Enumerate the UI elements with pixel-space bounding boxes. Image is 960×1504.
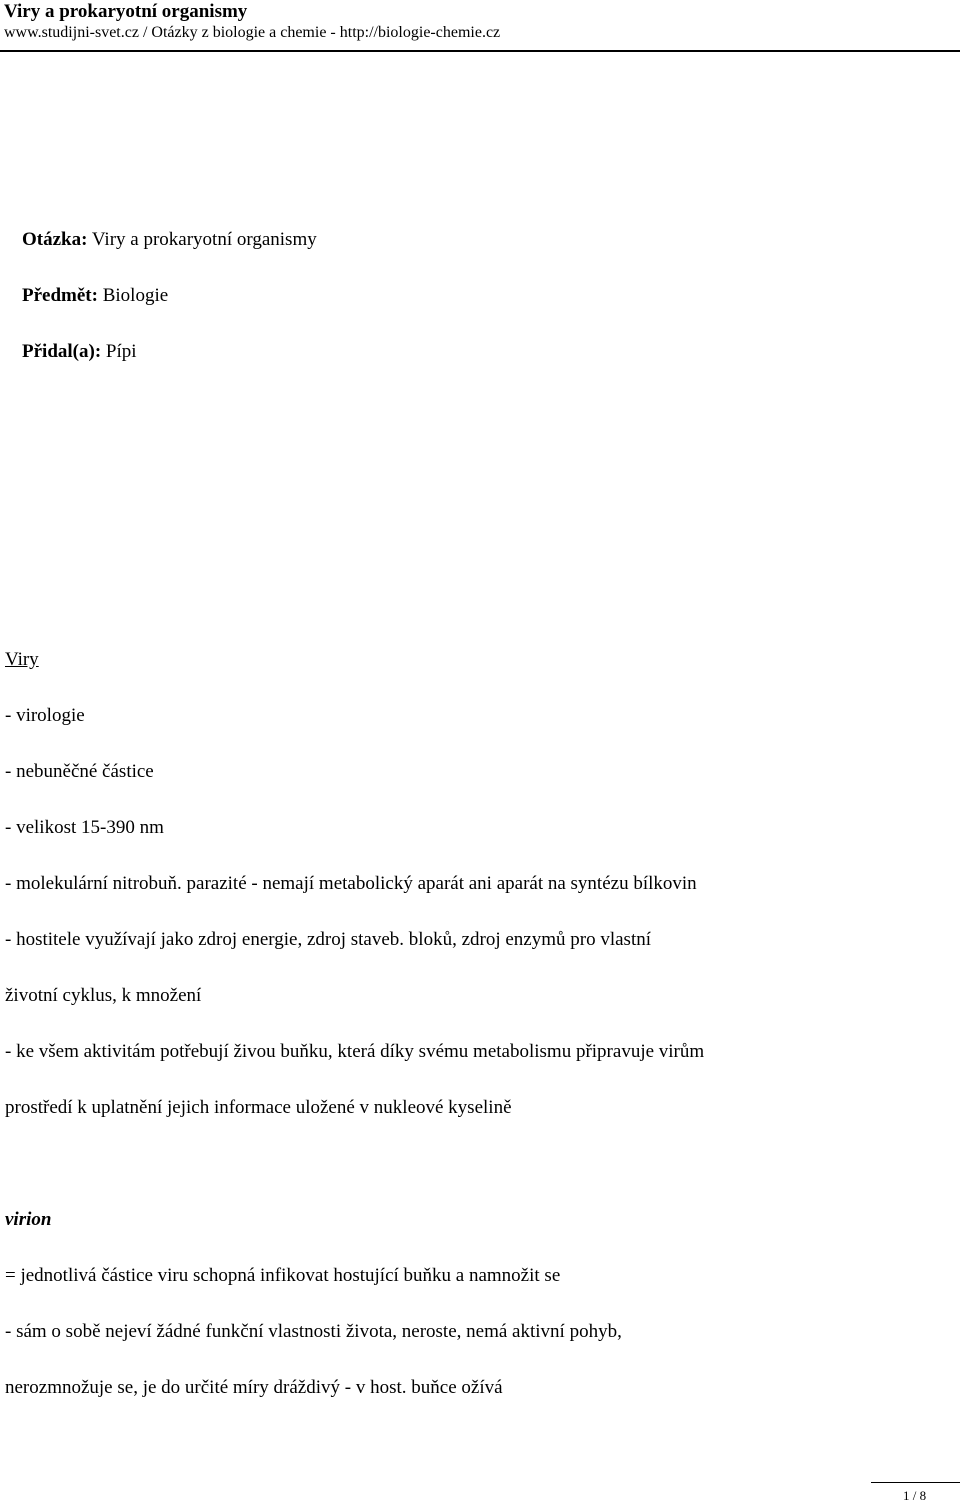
text-line: - ke všem aktivitám potřebují živou buňku, která díky svému metabolismu připravuje virům bbox=[5, 1041, 705, 1062]
text-line: - molekulární nitrobuň. parazité - nemají metabolický aparát ani aparát na syntézu bílkovin bbox=[5, 873, 697, 894]
header-divider bbox=[0, 50, 960, 52]
text-line: - velikost 15-390 nm bbox=[5, 817, 164, 838]
text-line: = jednotlivá částice viru schopná infikovat hostující buňku a namnožit se bbox=[5, 1265, 561, 1286]
footer-divider bbox=[871, 1482, 960, 1483]
text-line: nerozmnožuje se, je do určité míry dráždivý - v host. buňce ožívá bbox=[5, 1377, 503, 1398]
subject-label: Předmět: bbox=[22, 285, 98, 306]
page-header bbox=[4, 0, 956, 43]
source-line: www.studijni-svet.cz / Otázky z biologie a chemie - http://biologie-chemie.cz bbox=[4, 24, 501, 41]
text-line: - virologie bbox=[5, 705, 85, 726]
author-value: Pípi bbox=[101, 341, 137, 362]
subject-line bbox=[22, 284, 168, 308]
subject-value: Biologie bbox=[97, 285, 169, 306]
document-title: Viry a prokaryotní organismy bbox=[4, 1, 248, 22]
text-line: - nebuněčné částice bbox=[5, 761, 154, 782]
question-label: Otázka: bbox=[22, 229, 88, 250]
author-line bbox=[22, 340, 137, 364]
question-line bbox=[22, 228, 317, 252]
author-label: Přidal(a): bbox=[22, 341, 102, 362]
text-line: - hostitele využívají jako zdroj energie, zdroj staveb. bloků, zdroj enzymů pro vlastní bbox=[5, 929, 651, 950]
text-line: životní cyklus, k množení bbox=[5, 985, 202, 1006]
section-heading-virion: virion bbox=[5, 1209, 52, 1230]
text-line: - sám o sobě nejeví žádné funkční vlastnosti života, neroste, nemá aktivní pohyb, bbox=[5, 1321, 622, 1342]
text-line: prostředí k uplatnění jejich informace uložené v nukleové kyselině bbox=[5, 1097, 512, 1118]
question-value: Viry a prokaryotní organismy bbox=[87, 229, 317, 250]
section-heading-viry: Viry bbox=[5, 649, 39, 670]
page-number: 1 / 8 bbox=[903, 1488, 927, 1503]
